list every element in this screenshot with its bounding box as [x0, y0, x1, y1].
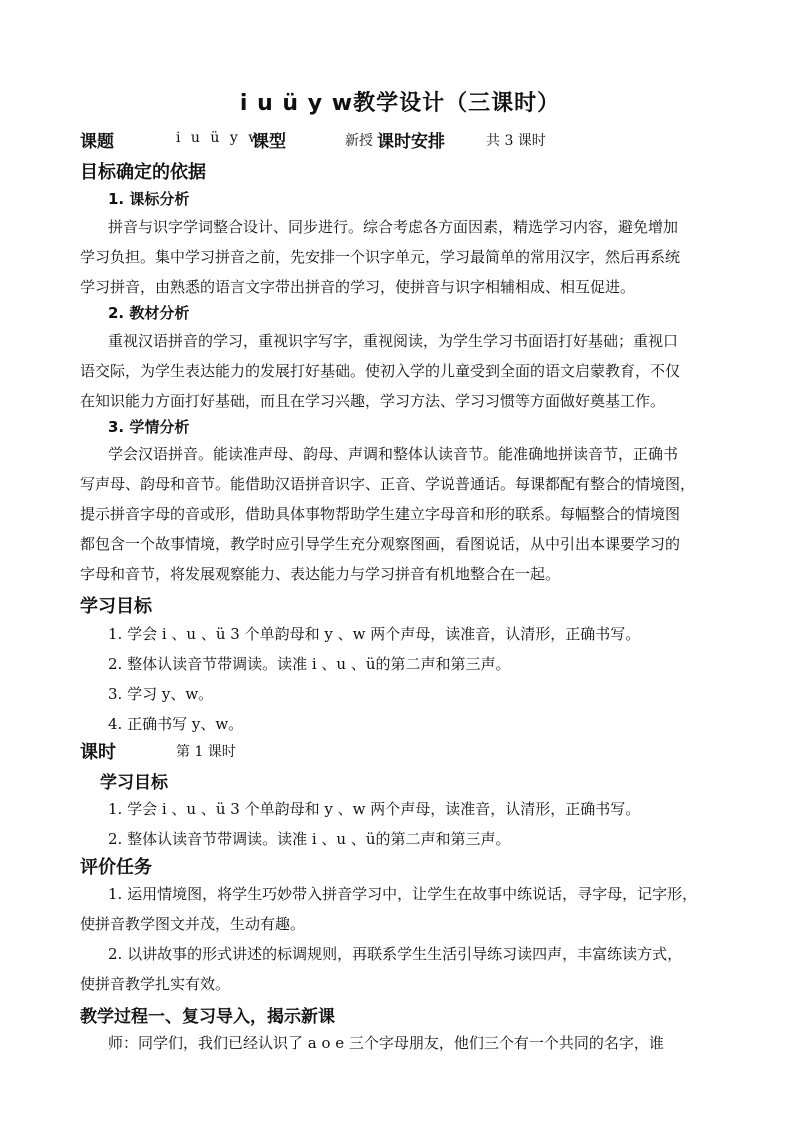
- lesson-value: 第 1 课时: [176, 744, 236, 760]
- document-title: i u ü y w教学设计（三课时）: [239, 91, 561, 116]
- paragraph-line: 提示拼音字母的音或形，借助具体事物帮助学生建立字母音和形的联系。每幅整合的情境图: [80, 505, 681, 523]
- paragraph-line: 字母和音节，将发展观察能力、表达能力与学习拼音有机地整合在一起。: [80, 565, 561, 583]
- goal-item: 1. 学会 i 、u 、ü 3 个单韵母和 y 、w 两个声母，读准音，认清形，正确书写。: [108, 625, 641, 643]
- meta-row: [80, 127, 114, 152]
- evaluation-line: 2. 以讲故事的形式讲述的标调规则，再联系学生生活引导练习读四声，丰富练读方式，: [108, 945, 683, 963]
- evaluation-heading: 评价任务: [80, 857, 152, 878]
- topic-value: i u ü y w: [176, 130, 264, 146]
- goal-item: 4. 正确书写 y、w。: [108, 715, 244, 733]
- section-heading-learners: 3. 学情分析: [108, 418, 190, 436]
- paragraph-line: 学会汉语拼音。能读准声母、韵母、声调和整体认读音节。能准确地拼读音节，正确书: [108, 445, 679, 463]
- schedule-value: 共 3 课时: [486, 133, 546, 149]
- basis-heading: 目标确定的依据: [80, 162, 206, 183]
- paragraph-line: 在知识能力方面打好基础，而且在学习兴趣，学习方法、学习习惯等方面做好奠基工作。: [80, 392, 666, 410]
- evaluation-line: 使拼音教学图文并茂，生动有趣。: [80, 915, 306, 933]
- paragraph-line: 语交际，为学生表达能力的发展打好基础。使初入学的儿童受到全面的语文启蒙教育，不仅: [80, 362, 681, 380]
- lesson-label: 课时: [80, 742, 116, 763]
- process-heading: 教学过程一、复习导入，揭示新课: [80, 1007, 335, 1027]
- evaluation-line: 1. 运用情境图，将学生巧妙带入拼音学习中，让学生在故事中练说话，寻字母，记字形，: [108, 885, 698, 903]
- goal-item: 2. 整体认读音节带调读。读准 i 、u 、ü的第二声和第三声。: [108, 655, 511, 673]
- topic-label: 课题: [80, 132, 114, 152]
- paragraph-line: 学习负担。集中学习拼音之前，先安排一个识字单元，学习最简单的常用汉字，然后再系统: [80, 248, 681, 266]
- paragraph-line: 写声母、韵母和音节。能借助汉语拼音识字、正音、学说普通话。每课都配有整合的情境图，: [80, 475, 696, 493]
- lesson-goals-heading: 学习目标: [100, 773, 168, 793]
- section-heading-textbook: 2. 教材分析: [108, 304, 190, 322]
- paragraph-line: 拼音与识字学词整合设计、同步进行。综合考虑各方面因素，精选学习内容，避免增加: [108, 218, 679, 236]
- type-label: 课型: [252, 132, 286, 152]
- process-line: 师：同学们，我们已经认识了 a o e 三个字母朋友，他们三个有一个共同的名字，谁: [108, 1034, 664, 1052]
- paragraph-line: 学习拼音，由熟悉的语言文字带出拼音的学习，使拼音与识字相辅相成、相互促进。: [80, 278, 636, 296]
- evaluation-line: 使拼音教学扎实有效。: [80, 975, 231, 993]
- goal-item: 3. 学习 y、w。: [108, 685, 214, 703]
- lesson-goal-item: 2. 整体认读音节带调读。读准 i 、u 、ü的第二声和第三声。: [108, 830, 511, 848]
- paragraph-line: 都包含一个故事情境，教学时应引导学生充分观察图画，看图说话，从中引出本课要学习的: [80, 535, 681, 553]
- schedule-label: 课时安排: [377, 132, 445, 152]
- paragraph-line: 重视汉语拼音的学习，重视识字写字，重视阅读，为学生学习书面语打好基础；重视口: [108, 332, 679, 350]
- lesson-goal-item: 1. 学会 i 、u 、ü 3 个单韵母和 y 、w 两个声母，读准音，认清形，正确书写。: [108, 800, 641, 818]
- section-heading-curriculum: 1. 课标分析: [108, 190, 190, 208]
- goals-heading: 学习目标: [80, 596, 152, 617]
- type-value: 新授: [345, 133, 373, 149]
